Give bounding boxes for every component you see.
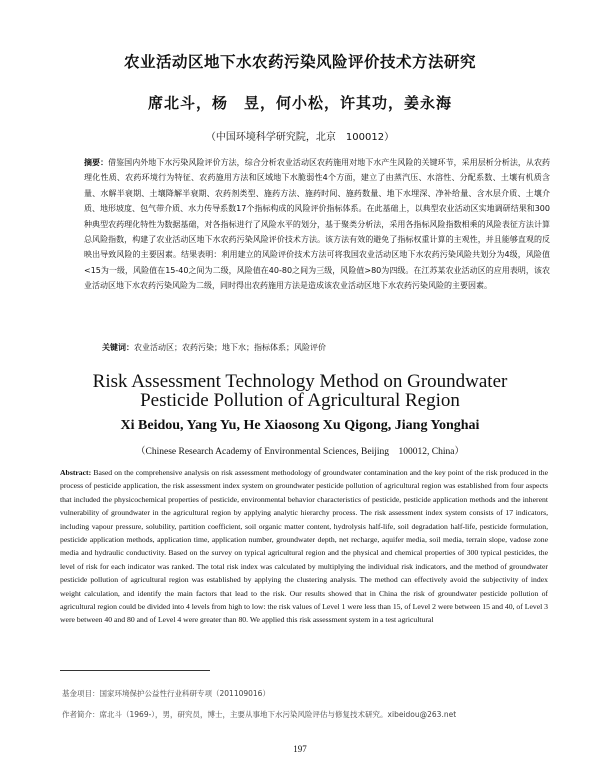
chinese-keywords-label: 关键词： [102, 343, 134, 352]
chinese-abstract-text: 借鉴国内外地下水污染风险评价方法，综合分析农业活动区农药施用对地下水产生风险的关键环节，采用层析分析法，从农药理化性质、农药环境行为特征、农药施用方法和区域地下水脆弱性4个方面，建立了由蒸汽压、水溶性、分配系数、土壤有机质含量、水解半衰期、土壤降解半衰期、农药剂类型、施药方法、施药时间、施药数量、地下水埋深、净补给量、含水层介质、土壤介质、地形坡度、包气带介质、水力传导系数17个指标构成的风险评价指标体系。在此基础上，以典型农业活动区实地调研结果和300种典型农药理化特性为数据基础，对各指标进行了风险水平的划分，基于聚类分析法，采用各指标风险指数相乘的风险表征方法计算总风险指数，构建了农业活动区地下水农药污染风险评价技术方法。该方法有效的避免了指标权重计算的主观性，并且能够直观的反映出导致风险的主要因素。结果表明：利用建立的风险评价技术方法可将我国农业活动区地下水农药污染风险共划分为4级，风险值<15为一级，风险值在15-40之间为二级，风险值在40-80之间为三级，风险值>80为四级。在江苏某农业活动区的应用表明，该农业活动区地下水农药污染风险为二级，同时得出农药施用方法是造成该农业活动区地下水农药污染风险的主要因素。 [84, 158, 550, 291]
chinese-abstract [84, 155, 550, 294]
footnote-author: 作者简介：席北斗（1969-），男，研究员，博士，主要从事地下水污染风险评估与修复技术研究。xibeidou@263.net [62, 710, 457, 719]
chinese-title: 农业活动区地下水农药污染风险评价技术方法研究 [123, 53, 476, 71]
footnote-fund: 基金项目：国家环境保护公益性行业科研专项（201109016） [62, 689, 270, 698]
chinese-keywords [102, 342, 542, 353]
english-title-line-1: Risk Assessment Technology Method on Groundwater [92, 371, 508, 392]
chinese-authors: 席北斗，杨 昱，何小松，许其功，姜永海 [147, 94, 452, 112]
english-abstract-label: Abstract: [60, 468, 92, 477]
chinese-affiliation: （中国环境科学研究院，北京 100012） [205, 132, 395, 143]
english-abstract-text: Based on the comprehensive analysis on risk assessment methodology of groundwater contamination and the key point of the risk produced in the process of pesticide application, the risk assessment index system on groundwater pesticide pollution of agricultural region was established from four aspects that included the physicochemical properties of pesticide, environmental behavior characteristics of pesticide, pesticide application methods and the inherent vulnerability of groundwater in the agricultural region by applying analytic hierarchy process. The risk assessment index system consists of 17 indicators, including vapour pressure, solubility, partition coefficient, soil organic matter content, hydrolysis half-life, soil degradation half-life, pesticide formulation, pesticide application methods, application time, application number, groundwater depth, net recharge, aquifer media, soil media, terrain slope, vadose zone media and hydraulic conductivity. Based on the survey on typical agricultural region and the physical and chemical properties of 300 typical pesticides, the level of risk for each indicator was ranked. The total risk index was calculated by multiplying the individual risk indicators, and the method of groundwater pesticide pollution of agricultural region was established by applying the clustering analysis. The method can effectively avoid the subjectivity of index weight calculation, and identify the main factors that lead to the risk. Our results showed that in China the risk of groundwater pesticide pollution of agricultural region could be divided into 4 levels from high to low: the risk values of Level 1 were less than 15, of Level 2 were between 15 and 40, of Level 3 were between 40 and 80 and of Level 4 were greater than 80. We applied this risk assessment system in a test agricultural [60, 468, 549, 625]
english-title [0, 372, 600, 410]
footnote-divider [60, 670, 210, 671]
english-affiliation: （Chinese Research Academy of Environmental Sciences, Beijing 100012, China） [136, 447, 464, 457]
english-title-line-2: Pesticide Pollution of Agricultural Region [140, 390, 460, 411]
english-authors: Xi Beidou, Yang Yu, He Xiaosong Xu Qigong, Jiang Yonghai [120, 418, 480, 433]
english-abstract [60, 466, 548, 627]
page-number: 197 [293, 744, 307, 754]
chinese-abstract-label: 摘要： [84, 158, 109, 167]
chinese-keywords-text: 农业活动区；农药污染；地下水；指标体系；风险评价 [134, 343, 326, 352]
